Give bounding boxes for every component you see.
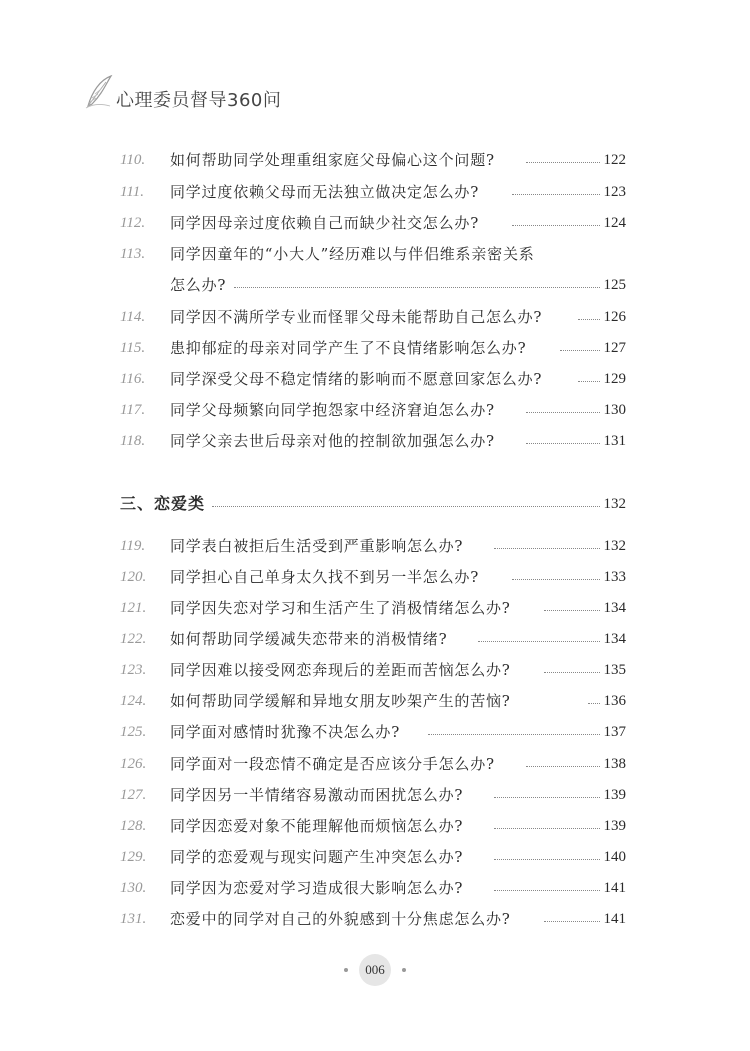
entry-page: 126 <box>603 309 626 325</box>
dot-leader <box>588 703 600 704</box>
entry-page: 138 <box>603 756 626 772</box>
toc-entry[interactable] <box>0 398 750 422</box>
entry-number: 117. <box>120 402 146 418</box>
dot-leader <box>578 381 600 382</box>
entry-title: 同学因恋爱对象不能理解他而烦恼怎么办? <box>170 814 467 838</box>
dot-leader <box>560 350 600 351</box>
dot-leader <box>526 443 600 444</box>
dot-leader <box>544 921 600 922</box>
toc-entry[interactable] <box>0 148 750 172</box>
entry-number: 125. <box>120 724 147 740</box>
toc-entry[interactable] <box>0 814 750 838</box>
entry-number: 130. <box>120 880 147 896</box>
entry-page: 131 <box>603 433 626 449</box>
entry-title: 同学因失恋对学习和生活产生了消极情绪怎么办? <box>170 596 515 620</box>
entry-title: 同学因另一半情绪容易激动而困扰怎么办? <box>170 783 467 807</box>
entry-page: 129 <box>603 371 626 387</box>
entry-number: 123. <box>120 662 147 678</box>
toc-entry[interactable] <box>0 627 750 651</box>
entry-number: 131. <box>120 911 147 927</box>
toc-entry[interactable] <box>0 845 750 869</box>
entry-title: 同学因童年的“小大人”经历难以与伴侣维系亲密关系 <box>170 242 539 266</box>
entry-title: 同学面对感情时犹豫不决怎么办? <box>170 720 404 744</box>
entry-page: 122 <box>603 152 626 168</box>
dot-leader <box>512 579 600 580</box>
toc-entry[interactable] <box>0 658 750 682</box>
toc-entry[interactable] <box>0 429 750 453</box>
entry-number: 118. <box>120 433 146 449</box>
entry-page: 125 <box>603 277 626 293</box>
entry-title: 同学深受父母不稳定情绪的影响而不愿意回家怎么办? <box>170 367 546 391</box>
toc-entry[interactable] <box>0 242 750 266</box>
toc-entry[interactable] <box>0 565 750 589</box>
page-footer <box>0 954 750 990</box>
entry-page: 134 <box>603 600 626 616</box>
toc-entry[interactable] <box>0 305 750 329</box>
entry-page: 140 <box>603 849 626 865</box>
entry-title: 同学因母亲过度依赖自己而缺少社交怎么办? <box>170 211 483 235</box>
entry-number: 115. <box>120 340 146 356</box>
header-title: 心理委员督导360问 <box>116 90 282 111</box>
entry-number: 126. <box>120 756 147 772</box>
dot-leader <box>428 734 600 735</box>
entry-page: 135 <box>603 662 626 678</box>
entry-number: 121. <box>120 600 147 616</box>
entry-title: 患抑郁症的母亲对同学产生了不良情绪影响怎么办? <box>170 336 530 360</box>
toc-entry[interactable] <box>0 596 750 620</box>
entry-title: 同学父母频繁向同学抱怨家中经济窘迫怎么办? <box>170 398 499 422</box>
toc-entry[interactable] <box>0 211 750 235</box>
dot-leader <box>526 162 600 163</box>
dot-leader <box>526 766 600 767</box>
entry-number: 112. <box>120 215 146 231</box>
dot-leader <box>494 859 600 860</box>
toc-entry[interactable] <box>0 689 750 713</box>
entry-page: 136 <box>603 693 626 709</box>
dot-leader <box>526 412 600 413</box>
entry-title: 如何帮助同学处理重组家庭父母偏心这个问题? <box>170 148 499 172</box>
entry-number: 122. <box>120 631 147 647</box>
entry-page: 134 <box>603 631 626 647</box>
dot-leader <box>494 797 600 798</box>
dot-leader <box>512 194 600 195</box>
dot-leader <box>234 287 600 288</box>
toc-entry[interactable] <box>0 180 750 204</box>
entry-title: 同学担心自己单身太久找不到另一半怎么办? <box>170 565 483 589</box>
toc-entry[interactable] <box>0 907 750 931</box>
toc-entry[interactable] <box>0 876 750 900</box>
toc-entry-continuation[interactable] <box>0 273 750 297</box>
entry-number: 119. <box>120 538 146 554</box>
entry-page: 139 <box>603 818 626 834</box>
entry-title: 如何帮助同学缓解和异地女朋友吵架产生的苦恼? <box>170 689 515 713</box>
entry-number: 124. <box>120 693 147 709</box>
entry-page: 127 <box>603 340 626 356</box>
toc-entry[interactable] <box>0 367 750 391</box>
entry-number: 129. <box>120 849 147 865</box>
entry-title-continuation: 怎么办? <box>170 273 230 297</box>
running-header <box>84 72 384 112</box>
entry-page: 137 <box>603 724 626 740</box>
entry-number: 128. <box>120 818 147 834</box>
entry-page: 123 <box>603 184 626 200</box>
section-page: 132 <box>603 496 626 512</box>
dot-leader <box>578 319 600 320</box>
section-heading[interactable] <box>0 492 750 516</box>
entry-title: 恋爱中的同学对自己的外貌感到十分焦虑怎么办? <box>170 907 515 931</box>
toc-entry[interactable] <box>0 720 750 744</box>
entry-title: 同学父亲去世后母亲对他的控制欲加强怎么办? <box>170 429 499 453</box>
entry-title: 同学因为恋爱对学习造成很大影响怎么办? <box>170 876 467 900</box>
toc-entry[interactable] <box>0 783 750 807</box>
entry-number: 120. <box>120 569 147 585</box>
dot-leader <box>478 641 600 642</box>
entry-title: 同学表白被拒后生活受到严重影响怎么办? <box>170 534 467 558</box>
entry-page: 132 <box>603 538 626 554</box>
entry-title: 同学的恋爱观与现实问题产生冲突怎么办? <box>170 845 467 869</box>
footer-dot-right <box>402 968 406 972</box>
dot-leader <box>544 610 600 611</box>
entry-number: 110. <box>120 152 146 168</box>
entry-title: 同学过度依赖父母而无法独立做决定怎么办? <box>170 180 483 204</box>
dot-leader <box>494 828 600 829</box>
entry-title: 同学面对一段恋情不确定是否应该分手怎么办? <box>170 752 499 776</box>
entry-page: 141 <box>603 880 626 896</box>
entry-title: 同学因难以接受网恋奔现后的差距而苦恼怎么办? <box>170 658 515 682</box>
entry-number: 114. <box>120 309 146 325</box>
dot-leader <box>544 672 600 673</box>
entry-number: 111. <box>120 184 145 200</box>
dot-leader <box>512 225 600 226</box>
entry-number: 127. <box>120 787 147 803</box>
dot-leader <box>494 890 600 891</box>
entry-title: 同学因不满所学专业而怪罪父母未能帮助自己怎么办? <box>170 305 546 329</box>
entry-page: 130 <box>603 402 626 418</box>
entry-page: 139 <box>603 787 626 803</box>
entry-number: 113. <box>120 246 146 262</box>
toc-entry[interactable] <box>0 752 750 776</box>
section-title: 三、恋爱类 <box>120 492 207 516</box>
dot-leader <box>494 548 600 549</box>
toc-entry[interactable] <box>0 534 750 558</box>
leaf-feather-icon <box>84 72 114 112</box>
toc-entry[interactable] <box>0 336 750 360</box>
entry-title: 如何帮助同学缓减失恋带来的消极情绪? <box>170 627 451 651</box>
entry-number: 116. <box>120 371 146 387</box>
entry-page: 133 <box>603 569 626 585</box>
entry-page: 124 <box>603 215 626 231</box>
footer-dot-left <box>344 968 348 972</box>
entry-page: 141 <box>603 911 626 927</box>
page-number: 006 <box>359 954 391 986</box>
dot-leader <box>212 506 600 507</box>
